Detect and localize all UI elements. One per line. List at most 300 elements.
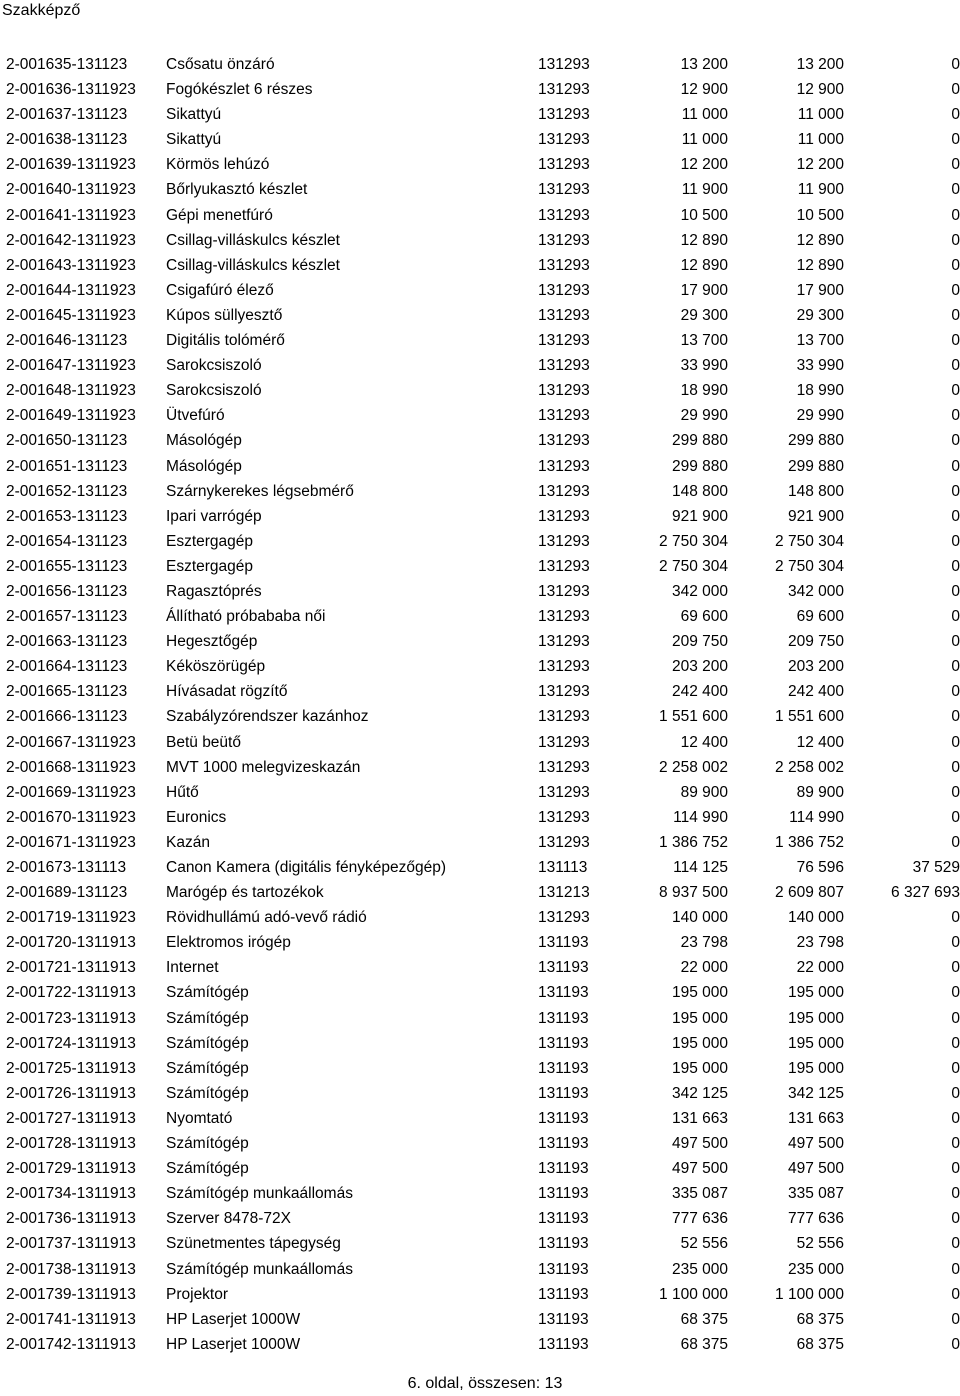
depreciation-value-cell: 140 000	[787, 909, 844, 927]
asset-id-cell: 2-001638-131123	[6, 131, 128, 149]
asset-id-cell: 2-001663-131123	[6, 633, 128, 651]
depreciation-value-cell: 2 750 304	[775, 532, 844, 550]
asset-name-cell: Körmös lehúzó	[166, 156, 270, 174]
depreciation-value-cell: 1 551 600	[775, 708, 844, 726]
account-code-cell: 131193	[538, 1335, 589, 1353]
depreciation-value-cell: 209 750	[787, 633, 844, 651]
account-code-cell: 131293	[538, 231, 590, 249]
asset-name-cell: Hűtő	[166, 783, 199, 801]
depreciation-value-cell: 11 000	[797, 131, 844, 149]
net-value-cell: 0	[951, 608, 960, 626]
net-value-cell: 0	[951, 783, 960, 801]
asset-id-cell: 2-001665-131123	[6, 683, 128, 701]
depreciation-value-cell: 335 087	[787, 1185, 844, 1203]
gross-value-cell: 12 890	[680, 231, 728, 249]
asset-id-cell: 2-001729-1311913	[6, 1160, 136, 1178]
asset-name-cell: Csősatu önzáró	[166, 56, 275, 73]
net-value-cell: 0	[951, 733, 960, 751]
depreciation-value-cell: 497 500	[787, 1135, 844, 1153]
asset-name-cell: Sikattyú	[166, 131, 222, 149]
gross-value-cell: 89 900	[680, 783, 728, 801]
gross-value-cell: 33 990	[680, 357, 728, 375]
gross-value-cell: 11 900	[681, 181, 728, 199]
account-code-cell: 131293	[538, 306, 590, 324]
account-code-cell: 131293	[538, 131, 590, 149]
asset-id-cell: 2-001739-1311913	[6, 1285, 136, 1303]
asset-id-cell: 2-001644-1311923	[6, 281, 136, 299]
table-row	[0, 228, 960, 253]
gross-value-cell: 235 000	[671, 1260, 728, 1278]
net-value-cell: 0	[951, 1059, 960, 1077]
table-row	[0, 52, 960, 77]
table-row	[0, 1231, 960, 1256]
net-value-cell: 0	[951, 1109, 960, 1127]
net-value-cell: 0	[951, 633, 960, 651]
asset-name-cell: Számítógép	[166, 1160, 249, 1178]
depreciation-value-cell: 12 900	[796, 81, 844, 99]
net-value-cell: 0	[951, 909, 960, 927]
account-code-cell: 131293	[538, 106, 590, 124]
net-value-cell: 0	[951, 808, 960, 826]
asset-id-cell: 2-001643-1311923	[6, 256, 136, 274]
depreciation-value-cell: 203 200	[787, 658, 844, 676]
net-value-cell: 0	[951, 357, 960, 375]
asset-name-cell: Bőrlyukasztó készlet	[166, 181, 308, 199]
asset-name-cell: Hívásadat rögzítő	[166, 683, 288, 701]
asset-name-cell: Betü beütő	[166, 733, 241, 751]
asset-id-cell: 2-001655-131123	[6, 557, 128, 575]
account-code-cell: 131293	[538, 608, 590, 626]
table-row	[0, 730, 960, 755]
gross-value-cell: 299 880	[671, 432, 728, 450]
account-code-cell: 131193	[538, 1310, 589, 1328]
gross-value-cell: 13 200	[680, 56, 728, 73]
table-row	[0, 253, 960, 278]
table-row	[0, 1206, 960, 1231]
asset-name-cell: Elektromos irógép	[166, 934, 291, 952]
account-code-cell: 131293	[538, 683, 590, 701]
depreciation-value-cell: 18 990	[796, 382, 844, 400]
table-row	[0, 980, 960, 1005]
account-code-cell: 131193	[538, 1034, 589, 1052]
depreciation-value-cell: 235 000	[787, 1260, 844, 1278]
asset-id-cell: 2-001721-1311913	[6, 959, 136, 977]
depreciation-value-cell: 1 100 000	[775, 1285, 844, 1303]
depreciation-value-cell: 11 900	[797, 181, 844, 199]
depreciation-value-cell: 69 600	[796, 608, 844, 626]
table-row	[0, 102, 960, 127]
depreciation-value-cell: 12 890	[796, 256, 844, 274]
gross-value-cell: 195 000	[671, 1009, 728, 1027]
asset-name-cell: HP Laserjet 1000W	[166, 1335, 301, 1353]
asset-name-cell: Sarokcsiszoló	[166, 357, 262, 375]
net-value-cell: 0	[951, 1235, 960, 1253]
depreciation-value-cell: 148 800	[787, 482, 844, 500]
net-value-cell: 0	[951, 683, 960, 701]
account-code-cell: 131293	[538, 256, 590, 274]
table-row	[0, 780, 960, 805]
table-row	[0, 755, 960, 780]
depreciation-value-cell: 131 663	[787, 1109, 844, 1127]
table-row	[0, 127, 960, 152]
asset-name-cell: Esztergagép	[166, 557, 254, 575]
gross-value-cell: 68 375	[680, 1335, 728, 1353]
net-value-cell: 0	[951, 1210, 960, 1228]
asset-id-cell: 2-001654-131123	[6, 532, 128, 550]
asset-name-cell: Kazán	[166, 833, 210, 851]
gross-value-cell: 497 500	[671, 1135, 728, 1153]
table-row	[0, 353, 960, 378]
asset-id-cell: 2-001736-1311913	[6, 1210, 136, 1228]
gross-value-cell: 1 386 752	[659, 833, 728, 851]
table-row	[0, 428, 960, 453]
table-row	[0, 177, 960, 202]
net-value-cell: 0	[951, 658, 960, 676]
net-value-cell: 0	[951, 332, 960, 350]
depreciation-value-cell: 195 000	[787, 1009, 844, 1027]
asset-name-cell: Nyomtató	[166, 1109, 233, 1127]
net-value-cell: 0	[951, 984, 960, 1002]
asset-name-cell: Számítógép	[166, 1034, 249, 1052]
gross-value-cell: 1 100 000	[659, 1285, 728, 1303]
asset-name-cell: HP Laserjet 1000W	[166, 1310, 301, 1328]
net-value-cell: 0	[951, 482, 960, 500]
gross-value-cell: 12 890	[680, 256, 728, 274]
account-code-cell: 131293	[538, 582, 590, 600]
depreciation-value-cell: 195 000	[787, 1059, 844, 1077]
net-value-cell: 0	[951, 206, 960, 224]
asset-id-cell: 2-001635-131123	[6, 56, 128, 73]
table-row	[0, 654, 960, 679]
asset-id-cell: 2-001656-131123	[6, 582, 128, 600]
asset-name-cell: Szerver 8478-72X	[166, 1210, 291, 1228]
account-code-cell: 131193	[538, 1235, 589, 1253]
asset-id-cell: 2-001636-1311923	[6, 81, 136, 99]
depreciation-value-cell: 195 000	[787, 984, 844, 1002]
gross-value-cell: 299 880	[671, 457, 728, 475]
account-code-cell: 131293	[538, 507, 590, 525]
table-row	[0, 629, 960, 654]
account-code-cell: 131193	[538, 1135, 589, 1153]
asset-name-cell: Csigafúró élező	[166, 281, 274, 299]
account-code-cell: 131193	[538, 1059, 589, 1077]
account-code-cell: 131293	[538, 457, 590, 475]
account-code-cell: 131293	[538, 281, 590, 299]
table-row	[0, 1156, 960, 1181]
depreciation-value-cell: 195 000	[787, 1034, 844, 1052]
table-row	[0, 403, 960, 428]
depreciation-value-cell: 12 400	[796, 733, 844, 751]
gross-value-cell: 11 000	[681, 131, 728, 149]
depreciation-value-cell: 299 880	[787, 457, 844, 475]
asset-id-cell: 2-001647-1311923	[6, 357, 136, 375]
gross-value-cell: 12 400	[680, 733, 728, 751]
asset-id-cell: 2-001652-131123	[6, 482, 128, 500]
page-footer: 6. oldal, összesen: 13	[407, 1375, 563, 1392]
gross-value-cell: 2 750 304	[659, 557, 728, 575]
asset-id-cell: 2-001648-1311923	[6, 382, 136, 400]
net-value-cell: 0	[951, 708, 960, 726]
asset-id-cell: 2-001742-1311913	[6, 1335, 136, 1353]
account-code-cell: 131293	[538, 733, 590, 751]
table-row	[0, 1282, 960, 1307]
gross-value-cell: 195 000	[671, 1059, 728, 1077]
account-code-cell: 131293	[538, 407, 590, 425]
net-value-cell: 0	[951, 256, 960, 274]
asset-id-cell: 2-001640-1311923	[6, 181, 136, 199]
asset-id-cell: 2-001726-1311913	[6, 1084, 136, 1102]
asset-id-cell: 2-001725-1311913	[6, 1059, 136, 1077]
table-row	[0, 1181, 960, 1206]
table-row	[0, 77, 960, 102]
table-row	[0, 930, 960, 955]
gross-value-cell: 12 200	[680, 156, 728, 174]
account-code-cell: 131293	[538, 432, 590, 450]
gross-value-cell: 69 600	[680, 608, 728, 626]
net-value-cell: 0	[951, 106, 960, 124]
table-row	[0, 1081, 960, 1106]
asset-id-cell: 2-001738-1311913	[6, 1260, 136, 1278]
asset-name-cell: Hegesztőgép	[166, 633, 258, 651]
asset-name-cell: Számítógép	[166, 984, 249, 1002]
asset-name-cell: Marógép és tartozékok	[166, 884, 324, 902]
account-code-cell: 131293	[538, 482, 590, 500]
account-code-cell: 131293	[538, 557, 590, 575]
table-row	[0, 830, 960, 855]
gross-value-cell: 242 400	[671, 683, 728, 701]
asset-id-cell: 2-001727-1311913	[6, 1109, 136, 1127]
depreciation-value-cell: 242 400	[787, 683, 844, 701]
table-row	[0, 328, 960, 353]
gross-value-cell: 203 200	[671, 658, 728, 676]
asset-name-cell: Kúpos süllyesztő	[166, 306, 283, 324]
depreciation-value-cell: 342 000	[787, 582, 844, 600]
net-value-cell: 0	[951, 1034, 960, 1052]
table-row	[0, 504, 960, 529]
table-row	[0, 203, 960, 228]
asset-id-cell: 2-001728-1311913	[6, 1135, 136, 1153]
asset-name-cell: Kéköszörügép	[166, 658, 266, 676]
gross-value-cell: 29 990	[680, 407, 728, 425]
depreciation-value-cell: 22 000	[796, 959, 844, 977]
table-row	[0, 1131, 960, 1156]
account-code-cell: 131293	[538, 382, 590, 400]
table-row	[0, 1031, 960, 1056]
gross-value-cell: 23 798	[680, 934, 728, 952]
gross-value-cell: 22 000	[680, 959, 728, 977]
account-code-cell: 131193	[538, 959, 589, 977]
depreciation-value-cell: 29 300	[796, 306, 844, 324]
asset-id-cell: 2-001646-131123	[6, 332, 128, 350]
asset-id-cell: 2-001722-1311913	[6, 984, 136, 1002]
depreciation-value-cell: 10 500	[796, 206, 844, 224]
gross-value-cell: 921 900	[671, 507, 728, 525]
gross-value-cell: 195 000	[671, 1034, 728, 1052]
depreciation-value-cell: 12 890	[796, 231, 844, 249]
table-row	[0, 378, 960, 403]
net-value-cell: 0	[951, 432, 960, 450]
asset-id-cell: 2-001639-1311923	[6, 156, 136, 174]
account-code-cell: 131293	[538, 909, 590, 927]
asset-name-cell: Esztergagép	[166, 532, 254, 550]
asset-name-cell: Másológép	[166, 457, 242, 475]
net-value-cell: 0	[951, 1185, 960, 1203]
account-code-cell: 131293	[538, 708, 590, 726]
asset-name-cell: Másológép	[166, 432, 242, 450]
table-row	[0, 278, 960, 303]
asset-table	[0, 52, 960, 1357]
asset-id-cell: 2-001720-1311913	[6, 934, 136, 952]
asset-id-cell: 2-001642-1311923	[6, 231, 136, 249]
table-row	[0, 303, 960, 328]
asset-id-cell: 2-001657-131123	[6, 608, 128, 626]
gross-value-cell: 18 990	[680, 382, 728, 400]
depreciation-value-cell: 114 990	[789, 808, 844, 826]
account-code-cell: 131193	[538, 1210, 589, 1228]
asset-id-cell: 2-001671-1311923	[6, 833, 136, 851]
asset-name-cell: Projektor	[166, 1285, 229, 1303]
depreciation-value-cell: 89 900	[796, 783, 844, 801]
gross-value-cell: 335 087	[671, 1185, 728, 1203]
table-row	[0, 1332, 960, 1357]
account-code-cell: 131293	[538, 206, 590, 224]
asset-id-cell: 2-001668-1311923	[6, 758, 136, 776]
table-row	[0, 1307, 960, 1332]
table-row	[0, 604, 960, 629]
net-value-cell: 0	[951, 1260, 960, 1278]
asset-name-cell: Szünetmentes tápegység	[166, 1235, 341, 1253]
net-value-cell: 0	[951, 582, 960, 600]
net-value-cell: 0	[951, 156, 960, 174]
asset-name-cell: Ipari varrógép	[166, 507, 262, 525]
account-code-cell: 131193	[538, 984, 589, 1002]
asset-name-cell: Sikattyú	[166, 106, 222, 124]
account-code-cell: 131293	[538, 156, 590, 174]
account-code-cell: 131193	[538, 1185, 589, 1203]
table-row	[0, 805, 960, 830]
account-code-cell: 131293	[538, 783, 590, 801]
depreciation-value-cell: 299 880	[787, 432, 844, 450]
depreciation-value-cell: 23 798	[796, 934, 844, 952]
depreciation-value-cell: 52 556	[796, 1235, 844, 1253]
account-code-cell: 131293	[538, 758, 590, 776]
asset-id-cell: 2-001719-1311923	[6, 909, 136, 927]
page-header: Szakképző	[2, 2, 81, 19]
depreciation-value-cell: 2 609 807	[775, 884, 844, 902]
net-value-cell: 0	[951, 457, 960, 475]
asset-id-cell: 2-001670-1311923	[6, 808, 136, 826]
account-code-cell: 131293	[538, 181, 590, 199]
net-value-cell: 0	[951, 557, 960, 575]
table-row	[0, 955, 960, 980]
net-value-cell: 0	[951, 231, 960, 249]
net-value-cell: 0	[951, 407, 960, 425]
net-value-cell: 0	[951, 1285, 960, 1303]
depreciation-value-cell: 2 258 002	[775, 758, 844, 776]
asset-id-cell: 2-001667-1311923	[6, 733, 136, 751]
gross-value-cell: 497 500	[671, 1160, 728, 1178]
net-value-cell: 0	[951, 507, 960, 525]
asset-id-cell: 2-001689-131123	[6, 884, 128, 902]
gross-value-cell: 140 000	[671, 909, 728, 927]
table-row	[0, 554, 960, 579]
account-code-cell: 131293	[538, 332, 590, 350]
asset-id-cell: 2-001737-1311913	[6, 1235, 136, 1253]
net-value-cell: 0	[951, 181, 960, 199]
table-row	[0, 1257, 960, 1282]
table-row	[0, 152, 960, 177]
net-value-cell: 0	[951, 306, 960, 324]
depreciation-value-cell: 921 900	[787, 507, 844, 525]
asset-name-cell: Ragasztóprés	[166, 582, 262, 600]
asset-id-cell: 2-001741-1311913	[6, 1310, 136, 1328]
net-value-cell: 0	[951, 131, 960, 149]
account-code-cell: 131193	[538, 1160, 589, 1178]
gross-value-cell: 777 636	[671, 1210, 728, 1228]
net-value-cell: 6 327 693	[891, 884, 960, 902]
asset-name-cell: Számítógép munkaállomás	[166, 1260, 353, 1278]
net-value-cell: 37 529	[912, 859, 960, 876]
net-value-cell: 0	[951, 532, 960, 550]
net-value-cell: 0	[951, 382, 960, 400]
asset-name-cell: Digitális tolómérő	[166, 332, 285, 350]
gross-value-cell: 131 663	[671, 1109, 728, 1127]
table-row	[0, 905, 960, 930]
depreciation-value-cell: 11 000	[797, 106, 844, 124]
asset-name-cell: Állítható próbababa női	[166, 608, 326, 626]
asset-name-cell: Szárnykerekes légsebmérő	[166, 482, 354, 500]
gross-value-cell: 12 900	[680, 81, 728, 99]
gross-value-cell: 2 258 002	[659, 758, 728, 776]
depreciation-value-cell: 76 596	[796, 859, 844, 876]
depreciation-value-cell: 17 900	[796, 281, 844, 299]
asset-id-cell: 2-001669-1311923	[6, 783, 136, 801]
asset-id-cell: 2-001649-1311923	[6, 407, 136, 425]
account-code-cell: 131193	[538, 1285, 589, 1303]
asset-name-cell: Internet	[166, 959, 219, 977]
asset-id-cell: 2-001653-131123	[6, 507, 128, 525]
asset-id-cell: 2-001651-131123	[6, 457, 128, 475]
account-code-cell: 131113	[538, 859, 588, 876]
account-code-cell: 131293	[538, 833, 590, 851]
net-value-cell: 0	[951, 758, 960, 776]
table-row	[0, 1006, 960, 1031]
table-row	[0, 529, 960, 554]
gross-value-cell: 68 375	[680, 1310, 728, 1328]
asset-name-cell: Rövidhullámú adó-vevő rádió	[166, 909, 367, 927]
account-code-cell: 131193	[538, 1109, 589, 1127]
asset-name-cell: Ütvefúró	[166, 407, 225, 425]
gross-value-cell: 8 937 500	[659, 884, 728, 902]
account-code-cell: 131293	[538, 633, 590, 651]
asset-id-cell: 2-001650-131123	[6, 432, 128, 450]
asset-id-cell: 2-001673-131113	[6, 859, 127, 876]
table-row	[0, 579, 960, 604]
asset-name-cell: Fogókészlet 6 részes	[166, 81, 313, 99]
depreciation-value-cell: 13 200	[796, 56, 844, 73]
account-code-cell: 131293	[538, 357, 590, 375]
account-code-cell: 131213	[538, 884, 590, 902]
net-value-cell: 0	[951, 934, 960, 952]
table-row	[0, 855, 960, 880]
table-row	[0, 704, 960, 729]
asset-name-cell: Szabályzórendszer kazánhoz	[166, 708, 369, 726]
net-value-cell: 0	[951, 959, 960, 977]
table-row	[0, 454, 960, 479]
net-value-cell: 0	[951, 81, 960, 99]
asset-name-cell: MVT 1000 melegvizeskazán	[166, 758, 361, 776]
table-row	[0, 479, 960, 504]
